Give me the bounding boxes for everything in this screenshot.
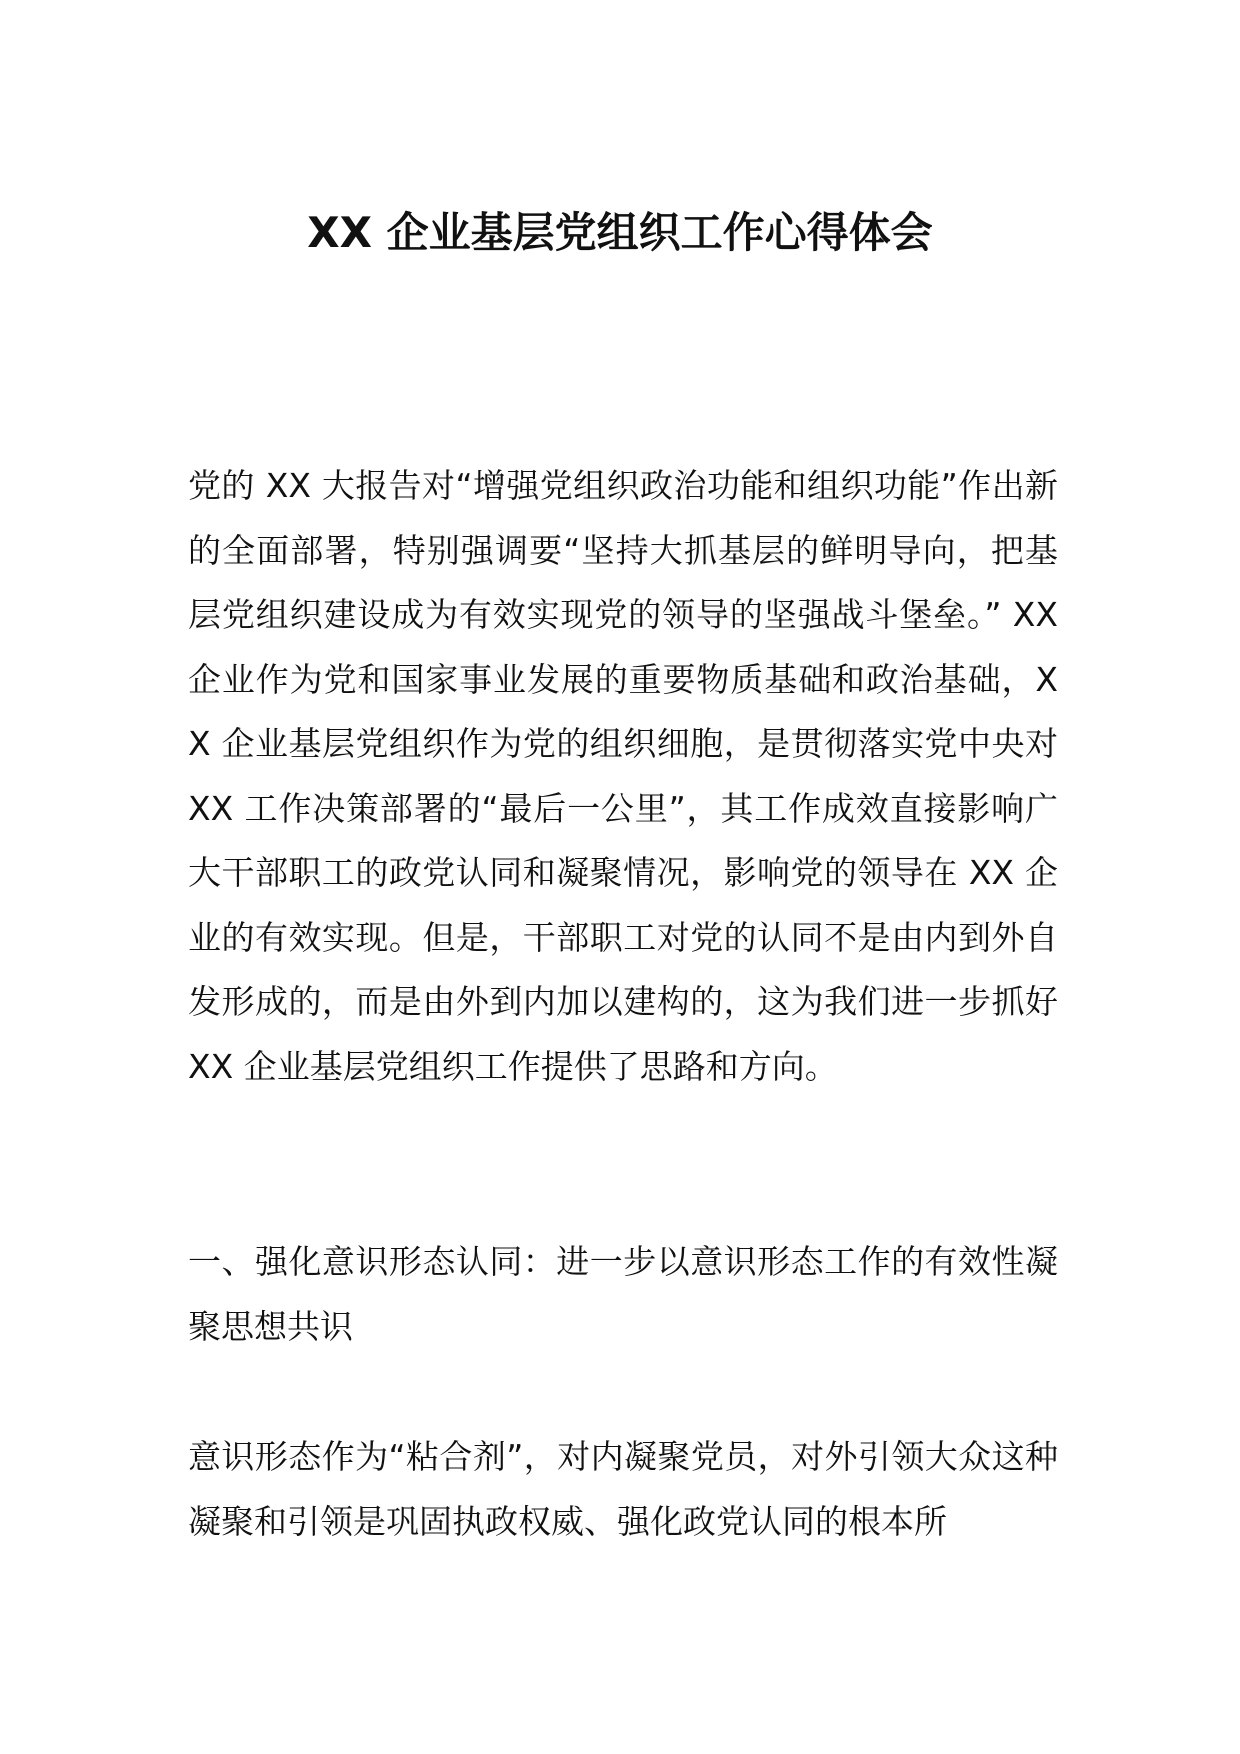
section-paragraph: 意识形态作为“粘合剂”，对内凝聚党员，对外引领大众这种凝聚和引领是巩固执政权威、强化政党认同的根本所 xyxy=(188,1437,1058,1541)
intro-paragraph: 党的 XX 大报告对“增强党组织政治功能和组织功能”作出新的全面部署，特别强调要“坚持大抓基层的鲜明导向，把基层党组织建设成为有效实现党的领导的坚强战斗堡垒。” XX 企业作为党和国家事业发展的重要物质基础和政治基础，XX 企业基层党组织作为党的组织细胞，是贯彻落实党中央对 XX 工作决策部署的“最后一公里”，其工作成效直接影响广大干部职工的政党认同和凝聚情况，影响党的领导在 XX 企业的有效实现。但是，干部职工对党的认同不是由内到外自发形成的，而是由外到内加以建构的，这为我们进一步抓好 XX 企业基层党组织工作提供了思路和方向。 xyxy=(188,466,1058,1086)
section-heading: 一、强化意识形态认同：进一步以意识形态工作的有效性凝聚思想共识 xyxy=(188,1242,1058,1346)
document-title: XX 企业基层党组织工作心得体会 xyxy=(307,208,933,257)
